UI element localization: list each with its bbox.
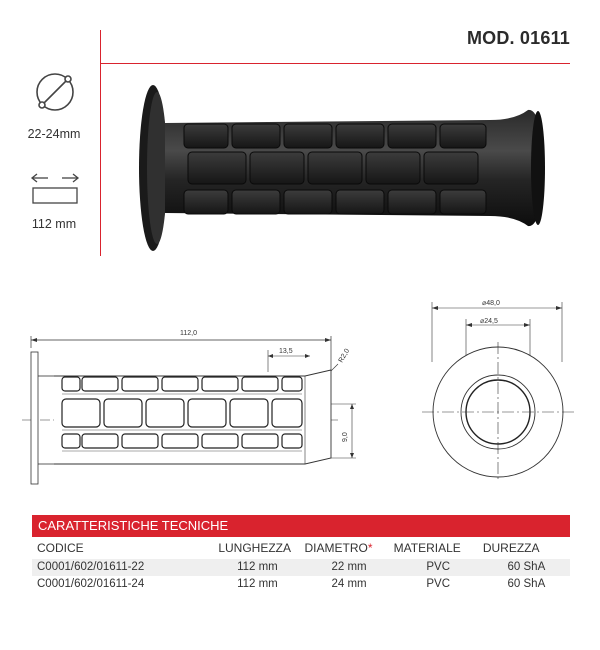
cell-diameter: 24 mm	[331, 578, 367, 590]
cell-material: PVC	[426, 561, 451, 573]
header-length: LUNGHEZZA	[218, 541, 292, 555]
length-arrows-icon	[28, 168, 84, 208]
length-label: 112 mm	[31, 217, 77, 231]
header-diameter-mark: *	[367, 541, 373, 555]
specs-table	[32, 515, 570, 593]
flange-dim: 13,5	[279, 348, 293, 355]
cell-hardness: 60 ShA	[507, 561, 546, 573]
cell-code: C0001/602/01611-22	[37, 561, 145, 573]
diameter-icon	[30, 70, 84, 120]
cell-length: 112 mm	[237, 561, 278, 573]
grip-product-image	[130, 80, 560, 260]
table-header-row	[32, 537, 570, 559]
header-diameter	[305, 537, 394, 559]
front-view-drawing	[420, 290, 580, 490]
cell-material: PVC	[426, 578, 451, 590]
table-row	[32, 576, 570, 593]
header-code: CODICE	[37, 541, 84, 555]
total-length-dim: 112,0	[180, 330, 197, 337]
model-title: MOD. 01611	[466, 28, 570, 48]
inner-diameter-dim: ⌀24,5	[480, 318, 498, 325]
cell-code: C0001/602/01611-24	[37, 578, 145, 590]
header-hardness: DUREZZA	[482, 541, 540, 555]
header-diameter-text: DIAMETRO	[304, 541, 368, 555]
table-row	[32, 559, 570, 576]
cell-diameter: 22 mm	[331, 561, 367, 573]
diameter-label: 22-24mm	[27, 127, 81, 141]
side-view-drawing	[20, 310, 365, 490]
spec-divider	[100, 30, 101, 256]
cell-hardness: 60 ShA	[507, 578, 546, 590]
header-divider	[101, 63, 570, 64]
outer-diameter-dim: ⌀48,0	[482, 300, 500, 307]
cell-length: 112 mm	[237, 578, 278, 590]
height-dim: 9,0	[342, 432, 349, 442]
radius-dim: R2,0	[337, 347, 352, 364]
header-material: MATERIALE	[393, 541, 461, 555]
table-title: CARATTERISTICHE TECNICHE	[32, 515, 570, 537]
